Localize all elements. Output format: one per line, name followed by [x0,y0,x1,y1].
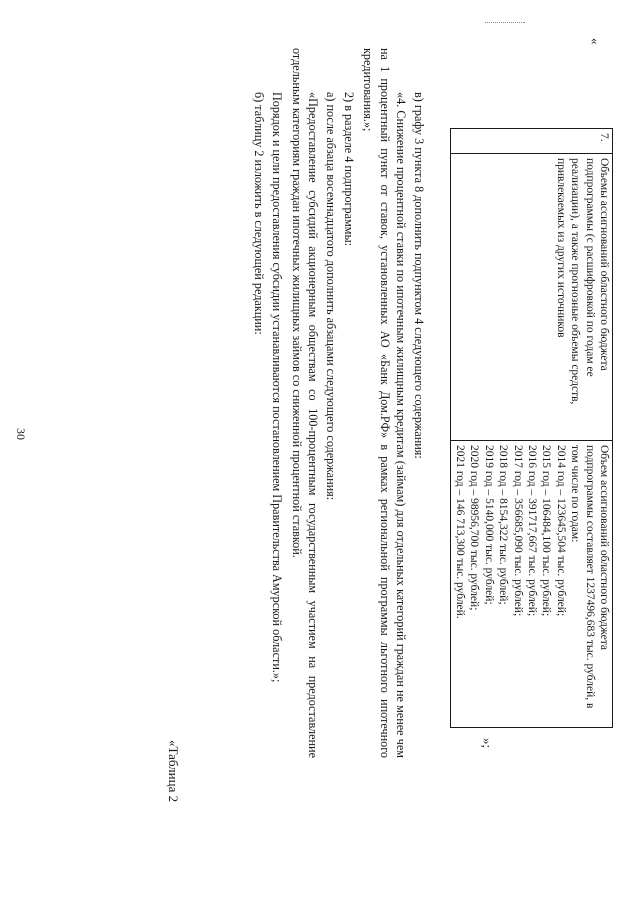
paragraph-subsidy-procedure: Порядок и цели предоставления субсидии устанавливаются постановлением Правительства Амурской области.»; [270,92,284,683]
funding-year-2020: 2020 год – 98956,700 тыс. рублей; [468,445,481,611]
table-close-mark: »; [480,738,495,749]
funding-year-2019: 2019 год – 5140,000 тыс. рублей; [482,445,495,605]
paragraph-section4: 2) в разделе 4 подпрограммы: [342,92,356,247]
paragraph-after-abzac18: а) после абзаца восемнадцатого дополнить абзацами следующего содержания: [324,92,338,501]
table2-label: «Таблица 2 [166,740,181,803]
paragraph-table2-edit: б) таблицу 2 изложить в следующей редакции: [252,92,266,335]
paragraph-subsidies: «Предоставление субсидий акционерным обществам со 100-процентным государственным участием на предоставление отдельным категориям граждан ипотечных жилищных займов со сниженной процентной ставкой. [289,48,320,758]
table-open-quote: « [588,38,603,45]
row-number: 7. [450,129,612,154]
funding-year-2016: 2016 год – 391717,667 тыс. рублей; [525,445,538,617]
paragraph-subpoint4: «4. Снижение процентной ставки по ипотечным жилищным кредитам (займам) для отдельных категорий граждан не менее чем на 1 процентный пункт от ставок, установленных АО «Банк Дом.РФ» в рамках региональной программы льготного ипотечного кредитования.»; [361,48,408,758]
page-number: 30 [14,428,28,440]
funding-year-2017: 2017 год – 356685,090 тыс. рублей; [511,445,524,617]
margin-dots [485,22,525,31]
funding-year-2015: 2015 год – 106484,100 тыс. рублей; [540,445,553,617]
subprogram-passport-table [450,128,613,728]
funding-year-2021: 2021 год – 146 713,300 тыс. рублей. [453,445,466,619]
row-description: Объемы ассигнований областного бюджета подпрограммы (с расшифровкой по годам ее реализации), а также прогнозные объемы средств, привлекаемых из других источников [450,154,612,441]
document-body [113,38,613,848]
paragraph-column3-point8: в) графу 3 пункта 8 дополнить подпунктом 4 следующего содержания: [412,92,426,459]
table-row [450,129,612,728]
funding-year-2014: 2014 год – 123645,504 тыс. рублей; [554,445,567,617]
row-funding-cell [450,441,612,728]
funding-summary: Объем ассигнований областного бюджета подпрограммы составляет 1237496,683 тыс. рублей, в том числе по годам: [569,445,610,709]
funding-year-2018: 2018 год – 8154,322 тыс. рублей; [497,445,510,605]
